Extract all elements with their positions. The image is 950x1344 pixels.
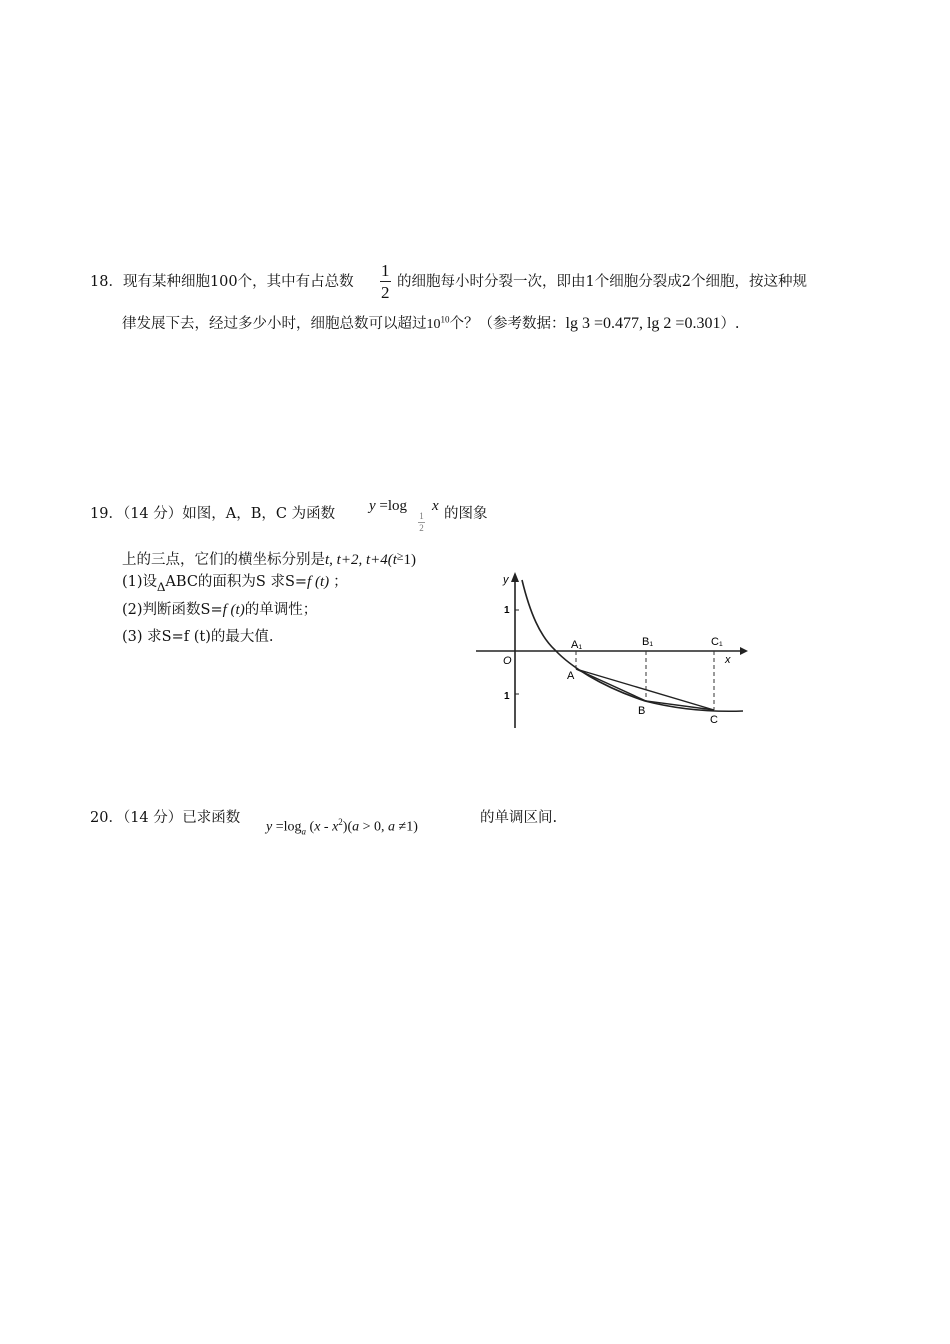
q18-exponent: 10 [440, 314, 450, 325]
q18-text-b: 的细胞每小时分裂一次，即由1个细胞分裂成2个细胞，按这种规 [397, 274, 807, 290]
base-numerator: 1 [419, 511, 424, 521]
q18-line1 [90, 270, 354, 291]
tick-neg-label: 1 [504, 691, 510, 702]
q19-text-a: 如图，A，B，C 为函数 [182, 506, 336, 522]
q18-reference-data: lg 3 =0.477, lg 2 =0.301 [565, 315, 721, 332]
q19-function [369, 498, 407, 515]
origin-label: O [503, 655, 512, 667]
q18-power: $10^{10}$ [426, 314, 450, 332]
y-axis-label: y [503, 574, 509, 586]
item2-b: 的单调性； [244, 602, 318, 618]
q20-line [90, 806, 240, 827]
item2-f: f (t) [222, 602, 245, 618]
func-y: y [369, 498, 376, 514]
q19-line1 [90, 502, 335, 523]
x-axis-arrow [740, 647, 748, 655]
q19-item1 [122, 570, 348, 595]
base-denominator: 2 [419, 523, 424, 533]
label-c1: C₁ [711, 636, 723, 648]
item1-c: ； [333, 574, 348, 590]
label-c: C [710, 714, 718, 726]
log-curve [522, 580, 743, 711]
q19-line2 [122, 548, 416, 569]
label-a: A [567, 670, 575, 682]
x-axis-label: x [725, 654, 731, 666]
q19-ge: ≥ [396, 549, 404, 563]
item1-f: f (t) [307, 574, 330, 590]
q18-text-e: ）. [720, 316, 740, 332]
item2-a: (2)判断函数S= [122, 602, 223, 618]
triangle-abc [576, 669, 714, 710]
fraction-denominator: 2 [381, 283, 390, 302]
q18-line2 [122, 312, 740, 333]
q19-item3: (3) 求S=f (t)的最大值. [122, 629, 274, 645]
q19-item2 [122, 598, 317, 619]
fraction-bar [380, 281, 391, 282]
q19-line2-end: 1) [403, 552, 417, 568]
item1-b: ABC的面积为S 求S= [165, 574, 308, 590]
item1-a: (1)设 [122, 574, 158, 590]
q19-vars: t, t+2, t+4(t [325, 552, 397, 568]
q18-text-d: 个？（参考数据： [449, 316, 566, 332]
q20-text-a: 已求函数 [182, 810, 241, 826]
q18-fraction [380, 262, 391, 301]
tick-pos-label: 1 [504, 605, 510, 616]
fraction-numerator: 1 [381, 261, 390, 280]
q19-number: 19． [90, 506, 123, 522]
log-graph [470, 568, 755, 733]
y-axis-arrow [511, 572, 519, 582]
q19-line2-text: 上的三点，它们的横坐标分别是 [122, 552, 325, 568]
q20-score: （14 分） [122, 810, 183, 826]
func-x: x [432, 498, 439, 514]
q20-formula: $y =\log_a$ $(x - x^2)(a > 0$, a ≠1) [266, 817, 418, 837]
q20-text-b: 的单调区间. [480, 810, 558, 826]
q20-number: 20． [90, 810, 123, 826]
label-a1: A₁ [571, 639, 583, 651]
q18-text-a: 现有某种细胞100个，其中有占总数 [122, 274, 354, 290]
q18-number: 18． [90, 274, 123, 290]
label-b1: B₁ [642, 636, 654, 648]
q19-log-base [418, 512, 425, 533]
q19-text-b: 的图象 [444, 506, 488, 522]
func-log: =log [379, 498, 408, 514]
q19-score: （14 分） [122, 506, 183, 522]
triangle-symbol: Δ [157, 579, 166, 594]
label-b: B [638, 705, 646, 717]
q18-text-c: 律发展下去，经过多少小时，细胞总数可以超过 [122, 316, 427, 332]
